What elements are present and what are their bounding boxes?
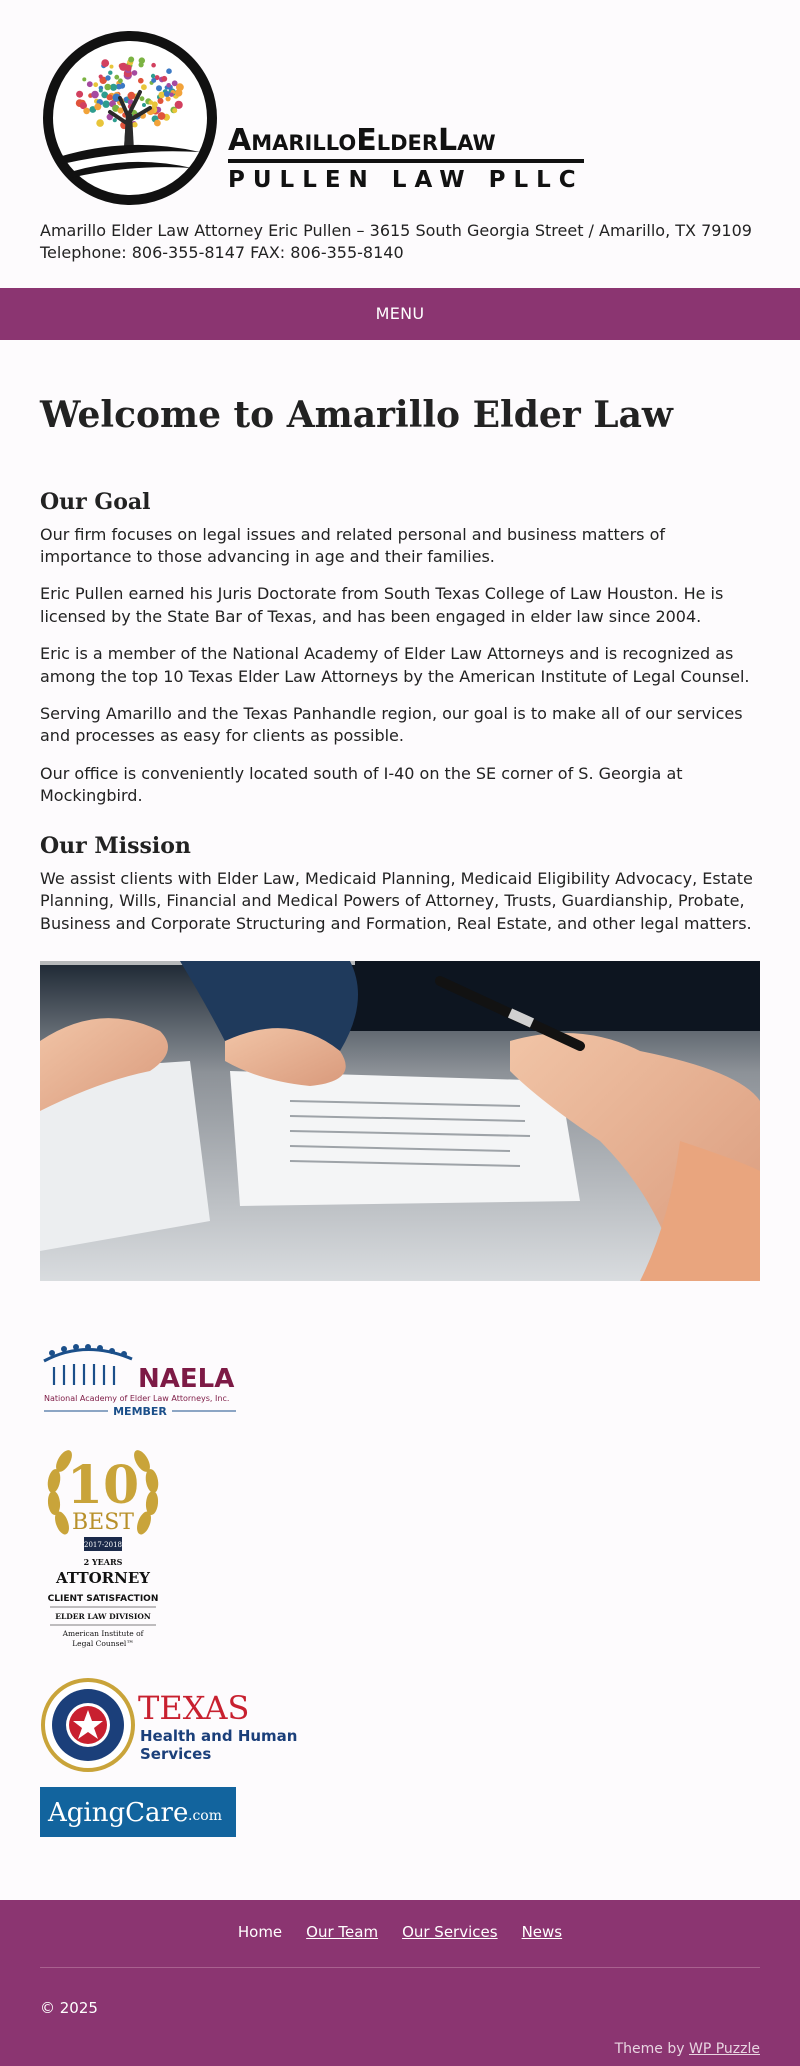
logo-leaf <box>164 91 170 97</box>
main-content <box>40 340 760 1837</box>
goal-paragraph: Serving Amarillo and the Texas Panhandle region, our goal is to make all of our services and processes as easy for clients as possible. <box>40 703 743 746</box>
logo-leaf <box>158 92 165 99</box>
logo-leaf <box>154 120 161 127</box>
copyright: © 2025 <box>40 1999 98 2017</box>
logo-leaf <box>158 112 166 120</box>
logo-leaf <box>99 75 103 79</box>
logo-leaf <box>156 85 162 91</box>
logo-leaf <box>102 101 109 108</box>
texas-hhs-badge[interactable] <box>40 1677 298 1773</box>
logo-leaf <box>158 98 164 104</box>
phone-line: Telephone: 806-355-8147 FAX: 806-355-8140 <box>40 243 404 263</box>
document-signing-photo <box>40 961 760 1281</box>
best-satisfaction: CLIENT SATISFACTION <box>47 1594 159 1605</box>
logo-leaf <box>124 97 128 101</box>
logo-leaf <box>128 92 136 100</box>
logo-leaf <box>105 75 110 80</box>
logo-leaf <box>132 70 138 76</box>
contact-info <box>40 220 760 265</box>
address-line: Amarillo Elder Law Attorney Eric Pullen – 3615 South Georgia Street / Amarillo, TX 79109 <box>40 221 752 240</box>
best-attorney: ATTORNEY <box>56 1569 150 1588</box>
main-menu-bar <box>0 288 800 340</box>
logo-leaf <box>152 101 158 107</box>
logo-title: AmarilloElderLaw <box>228 126 584 163</box>
tree-logo-icon <box>40 28 220 208</box>
footer-link-our-services[interactable]: Our Services <box>402 1923 498 1941</box>
theme-credit <box>615 2040 760 2059</box>
best-division: ELDER LAW DIVISION <box>55 1612 151 1622</box>
goal-paragraph: Our firm focuses on legal issues and related personal and business matters of importance to those advancing in age and their families. <box>40 524 665 566</box>
page-title: Welcome to Amarillo Elder Law <box>40 394 673 436</box>
texas-line1: Health and Human <box>140 1727 298 1746</box>
logo-leaf <box>141 84 147 90</box>
membership-badges <box>40 1341 760 1837</box>
footer-link-news[interactable]: News <box>521 1923 563 1941</box>
logo-leaf <box>139 62 144 67</box>
theme-credit-prefix: Theme by <box>614 2041 689 2057</box>
logo-leaf <box>114 75 119 80</box>
logo-leaf <box>128 57 134 63</box>
logo-leaf <box>166 83 171 88</box>
logo-leaf <box>87 81 93 87</box>
footer-link-our-team[interactable]: Our Team <box>306 1923 379 1941</box>
logo-leaf <box>108 71 112 75</box>
goal-paragraph: Eric is a member of the National Academy of Elder Law Attorneys and is recognized as among the top 10 Texas Elder Law Attorneys by the American Institute of Legal Counsel. <box>40 644 750 686</box>
footer-link-home[interactable]: Home <box>237 1923 283 1941</box>
logo-leaf <box>91 91 99 99</box>
agingcare-suffix: .com <box>188 1808 222 1825</box>
logo-leaf <box>94 103 101 110</box>
logo-leaf <box>151 78 156 83</box>
theme-credit-link[interactable]: WP Puzzle <box>688 2041 760 2057</box>
logo-leaf <box>93 82 98 87</box>
logo-leaf <box>151 63 156 68</box>
naela-name: NAELA <box>138 1364 235 1395</box>
site-footer <box>0 1900 800 2066</box>
logo-text <box>228 123 584 193</box>
best-years: 2 YEARS <box>83 1557 123 1568</box>
goal-paragraph: Our office is conveniently located south of I-40 on the SE corner of S. Georgia at Mockingbird. <box>40 763 683 806</box>
naela-member-badge[interactable] <box>40 1341 240 1425</box>
texas-line2: Services <box>140 1745 212 1764</box>
best-years-range: 2017-2018 <box>84 1541 122 1550</box>
agingcare-badge[interactable] <box>40 1787 236 1837</box>
mission-heading: Our Mission <box>40 833 191 860</box>
naela-member-label: MEMBER <box>113 1405 167 1419</box>
goal-heading: Our Goal <box>40 489 151 516</box>
logo-leaf <box>172 108 177 113</box>
logo-leaf <box>140 96 145 101</box>
logo-leaf <box>169 93 173 97</box>
site-logo[interactable] <box>40 28 760 208</box>
logo-leaf <box>107 94 113 100</box>
logo-leaf <box>132 122 137 127</box>
best-number: 10 <box>66 1455 140 1517</box>
logo-leaf <box>83 108 90 115</box>
logo-leaf <box>175 101 183 109</box>
mission-paragraph: We assist clients with Elder Law, Medicaid Planning, Medicaid Eligibility Advocacy, Estate Planning, Wills, Financial and Medical Powers of Attorney, Trusts, Guardianship, Probate, Business and Corporate Structuring and Formation, Real Estate, and other legal matters. <box>40 868 753 933</box>
goal-paragraph: Eric Pullen earned his Juris Doctorate from South Texas College of Law Houston. He is licensed by the State Bar of Texas, and has been engaged in elder law since 2004. <box>40 584 724 626</box>
photo-illustration <box>40 961 760 1281</box>
logo-leaf <box>104 84 111 91</box>
logo-leaf <box>138 78 144 84</box>
logo-leaf <box>172 80 178 86</box>
menu-toggle-button[interactable]: MENU <box>375 304 425 324</box>
logo-leaf <box>125 65 131 71</box>
naela-full-name: National Academy of Elder Law Attorneys, Inc. <box>44 1394 230 1404</box>
logo-leaf <box>96 119 104 127</box>
logo-leaf <box>118 78 123 83</box>
logo-leaf <box>101 59 109 67</box>
logo-leaf <box>161 76 167 82</box>
logo-leaf <box>113 118 117 122</box>
logo-leaf <box>99 89 103 93</box>
site-header <box>0 0 800 288</box>
best-org-line1: American Institute of <box>62 1629 144 1639</box>
logo-leaf <box>142 103 146 107</box>
logo-leaf <box>76 91 83 98</box>
logo-leaf <box>82 77 86 81</box>
footer-nav <box>0 1922 800 1943</box>
best-org-line2: Legal Counsel™ <box>72 1639 134 1649</box>
logo-leaf <box>166 96 171 101</box>
texas-name: TEXAS <box>138 1689 250 1728</box>
logo-subtitle: PULLEN LAW PLLC <box>228 167 584 193</box>
logo-leaf <box>175 89 182 96</box>
ten-best-attorney-badge[interactable] <box>40 1433 180 1665</box>
logo-leaf <box>166 68 172 74</box>
logo-leaf <box>151 74 155 78</box>
best-word: BEST <box>72 1510 134 1536</box>
footer-divider <box>40 1967 760 1968</box>
agingcare-name: AgingCare <box>48 1798 189 1829</box>
logo-leaf <box>110 65 114 69</box>
